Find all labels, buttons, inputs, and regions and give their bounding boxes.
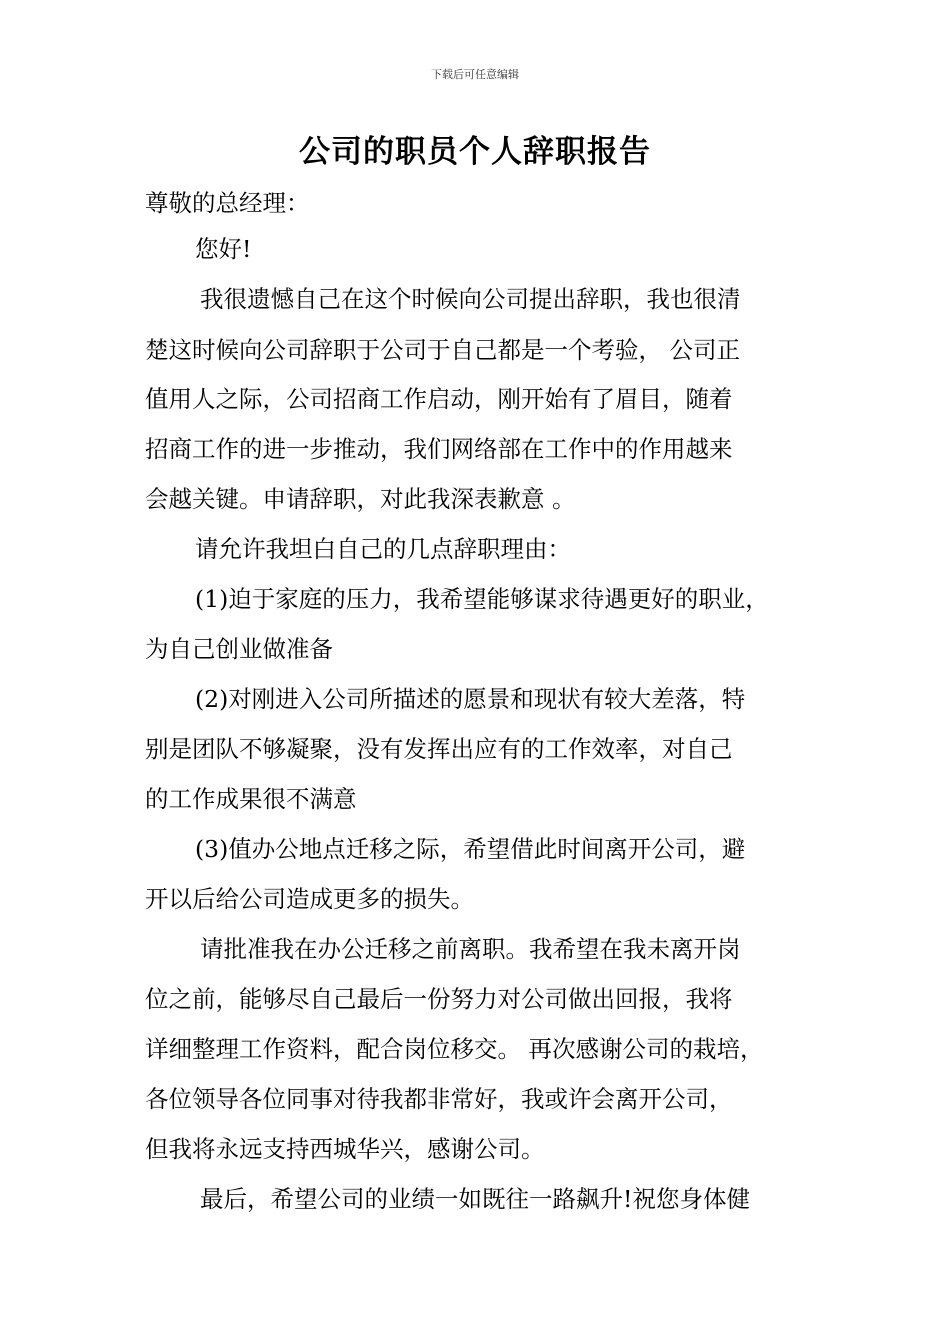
- document-title: 公司的职员个人辞职报告: [299, 134, 651, 170]
- paragraph-line: 详细整理工作资料，配合岗位移交。 再次感谢公司的栽培，: [145, 1035, 764, 1063]
- paragraph-line: 请批准我在办公迁移之前离职。我希望在我未离开岗: [200, 935, 741, 963]
- paragraph-line: 各位领导各位同事对待我都非常好，我或许会离开公司，: [145, 1085, 733, 1113]
- paragraph-line: 为自己创业做准备: [145, 635, 333, 663]
- paragraph-line: 招商工作的进一步推动，我们网络部在工作中的作用越来: [145, 435, 733, 463]
- paragraph-line: 请允许我坦白自己的几点辞职理由：: [195, 535, 571, 563]
- reason-item: (1)迫于家庭的压力，我希望能够谋求待遇更好的职业，: [195, 585, 769, 613]
- paragraph-line: 别是团队不够凝聚，没有发挥出应有的工作效率，对自己: [145, 735, 733, 763]
- paragraph-line: 开以后给公司造成更多的损失。: [145, 885, 474, 913]
- reason-item: (3)值办公地点迁移之际，希望借此时间离开公司，避: [195, 835, 746, 863]
- paragraph-line: 会越关键。申请辞职，对此我深表歉意 。: [145, 485, 576, 513]
- paragraph-line: 楚这时候向公司辞职于公司于自己都是一个考验， 公司正: [145, 336, 740, 364]
- paragraph-line: 值用人之际，公司招商工作启动，刚开始有了眉目，随着: [145, 385, 733, 413]
- reason-item: (2)对刚进入公司所描述的愿景和现状有较大差落，特: [195, 685, 746, 713]
- paragraph-line: 但我将永远支持西城华兴，感谢公司。: [145, 1135, 545, 1163]
- paragraph-line: 的工作成果很不满意: [145, 785, 357, 813]
- header-note: 下载后可任意编辑: [431, 68, 519, 81]
- paragraph-line: 最后，希望公司的业绩一如既往一路飙升!祝您身体健: [200, 1185, 750, 1213]
- paragraph-line: 位之前，能够尽自己最后一份努力对公司做出回报，我将: [145, 985, 733, 1013]
- paragraph-line: 我很遗憾自己在这个时候向公司提出辞职，我也很清: [200, 285, 741, 313]
- greeting: 您好!: [195, 235, 252, 263]
- salutation: 尊敬的总经理：: [145, 189, 310, 217]
